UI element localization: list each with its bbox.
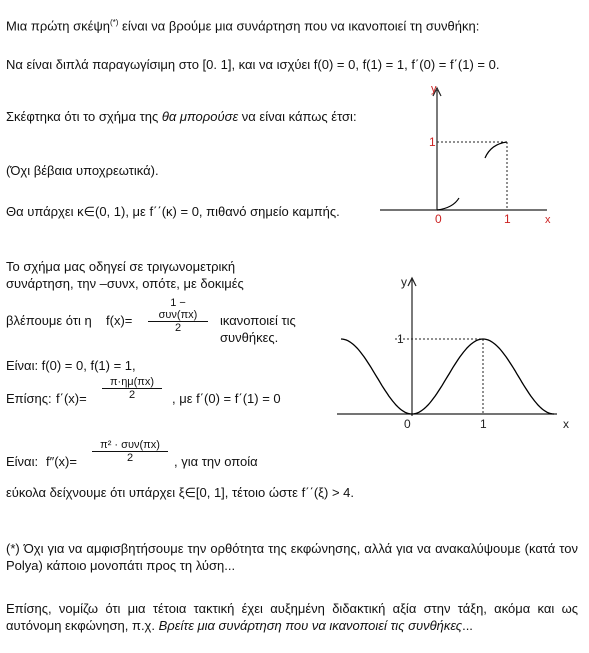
fp-pre: Επίσης: bbox=[6, 391, 52, 406]
fp-frac-den: 2 bbox=[128, 389, 136, 401]
sketch-graph bbox=[375, 80, 555, 235]
graph2-tick-x: 1 bbox=[480, 417, 487, 431]
fpp-post: , για την οποία bbox=[174, 454, 258, 469]
f-def-post: ικανοποιεί τις συνθήκες. bbox=[220, 313, 296, 345]
f-frac-num: 1 − συν(πx) bbox=[148, 297, 208, 322]
intro-line: Μια πρώτη σκέψη(*) είναι να βρούμε μια συνάρτηση που να ικανοποιεί τη συνθήκη: bbox=[6, 18, 480, 34]
trig-guess-text: Το σχήμα μας οδηγεί σε τριγωνομετρική συνάρτηση, την –συνx, οπότε, με δοκιμές bbox=[6, 259, 244, 291]
graph1-origin: 0 bbox=[435, 212, 442, 226]
fpp-frac-den: 2 bbox=[126, 452, 134, 464]
graph2-origin: 0 bbox=[404, 417, 411, 431]
f-frac-den: 2 bbox=[174, 322, 182, 334]
footnote-didactic: Επίσης, νομίζω ότι μια τέτοια τακτική έχει αυξημένη διδακτική αξία στην τάξη, ακόμα και ως αυτόνομη εκφώνηση, π.χ. Βρείτε μια συνάρτηση που να ικανοποιεί τις συνθήκες... bbox=[6, 601, 578, 633]
footnote-polya: (*) Όχι για να αμφισβητήσουμε την ορθότητα της εκφώνησης, αλλά για να ανακαλύψουμε (κατά τον Polya) κάποιο μονοπάτι προς τη λύση... bbox=[6, 541, 578, 573]
conditions-line: Να είναι διπλά παραγωγίσιμη στο [0. 1], και να ισχύει f(0) = 0, f(1) = 1, f΄(0) = f΄(1) = 0. bbox=[6, 57, 500, 72]
graph2-x-label: x bbox=[563, 417, 569, 431]
fpp-fraction bbox=[92, 439, 168, 464]
graph2-y-label: y bbox=[401, 275, 407, 289]
fpp-lhs: f″(x)= bbox=[46, 454, 77, 469]
fpp-frac-num: π² · συν(πx) bbox=[92, 439, 168, 452]
graph1-curve-high bbox=[485, 142, 507, 158]
fpp-pre: Είναι: bbox=[6, 454, 39, 469]
graph1-axes bbox=[380, 88, 547, 210]
fp-post: , με f΄(0) = f΄(1) = 0 bbox=[172, 391, 281, 406]
graph1-tick-x: 1 bbox=[504, 212, 511, 226]
fp-fraction bbox=[102, 376, 162, 401]
fp-frac-num: π·ημ(πx) bbox=[102, 376, 162, 389]
f-fraction bbox=[148, 297, 208, 334]
f-def-pre: βλέπουμε ότι η bbox=[6, 313, 92, 328]
shape-thought: Σκέφτηκα ότι το σχήμα της θα μπορούσε να είναι κάπως έτσι: bbox=[6, 109, 357, 124]
not-mandatory-note: (Όχι βέβαια υποχρεωτικά). bbox=[6, 163, 159, 178]
inflection-text: Θα υπάρχει κ∈(0, 1), με f΄΄(κ) = 0, πιθανό σημείο καμπής. bbox=[6, 204, 340, 219]
fp-lhs: f΄(x)= bbox=[56, 391, 87, 406]
graph2-tick-y: 1 bbox=[397, 332, 404, 346]
graph1-x-label: x bbox=[545, 214, 551, 226]
graph2-curve bbox=[341, 339, 554, 414]
graph1-y-label: y bbox=[431, 83, 437, 95]
conclusion-line: εύκολα δείχνουμε ότι υπάρχει ξ∈[0, 1], τέτοιο ώστε f΄΄(ξ) > 4. bbox=[6, 485, 354, 500]
f-lhs: f(x)= bbox=[106, 313, 133, 328]
cosine-graph bbox=[335, 268, 587, 440]
values-line: Είναι: f(0) = 0, f(1) = 1, bbox=[6, 358, 136, 373]
graph1-tick-y: 1 bbox=[429, 135, 436, 149]
graph1-curve-low bbox=[437, 198, 459, 210]
